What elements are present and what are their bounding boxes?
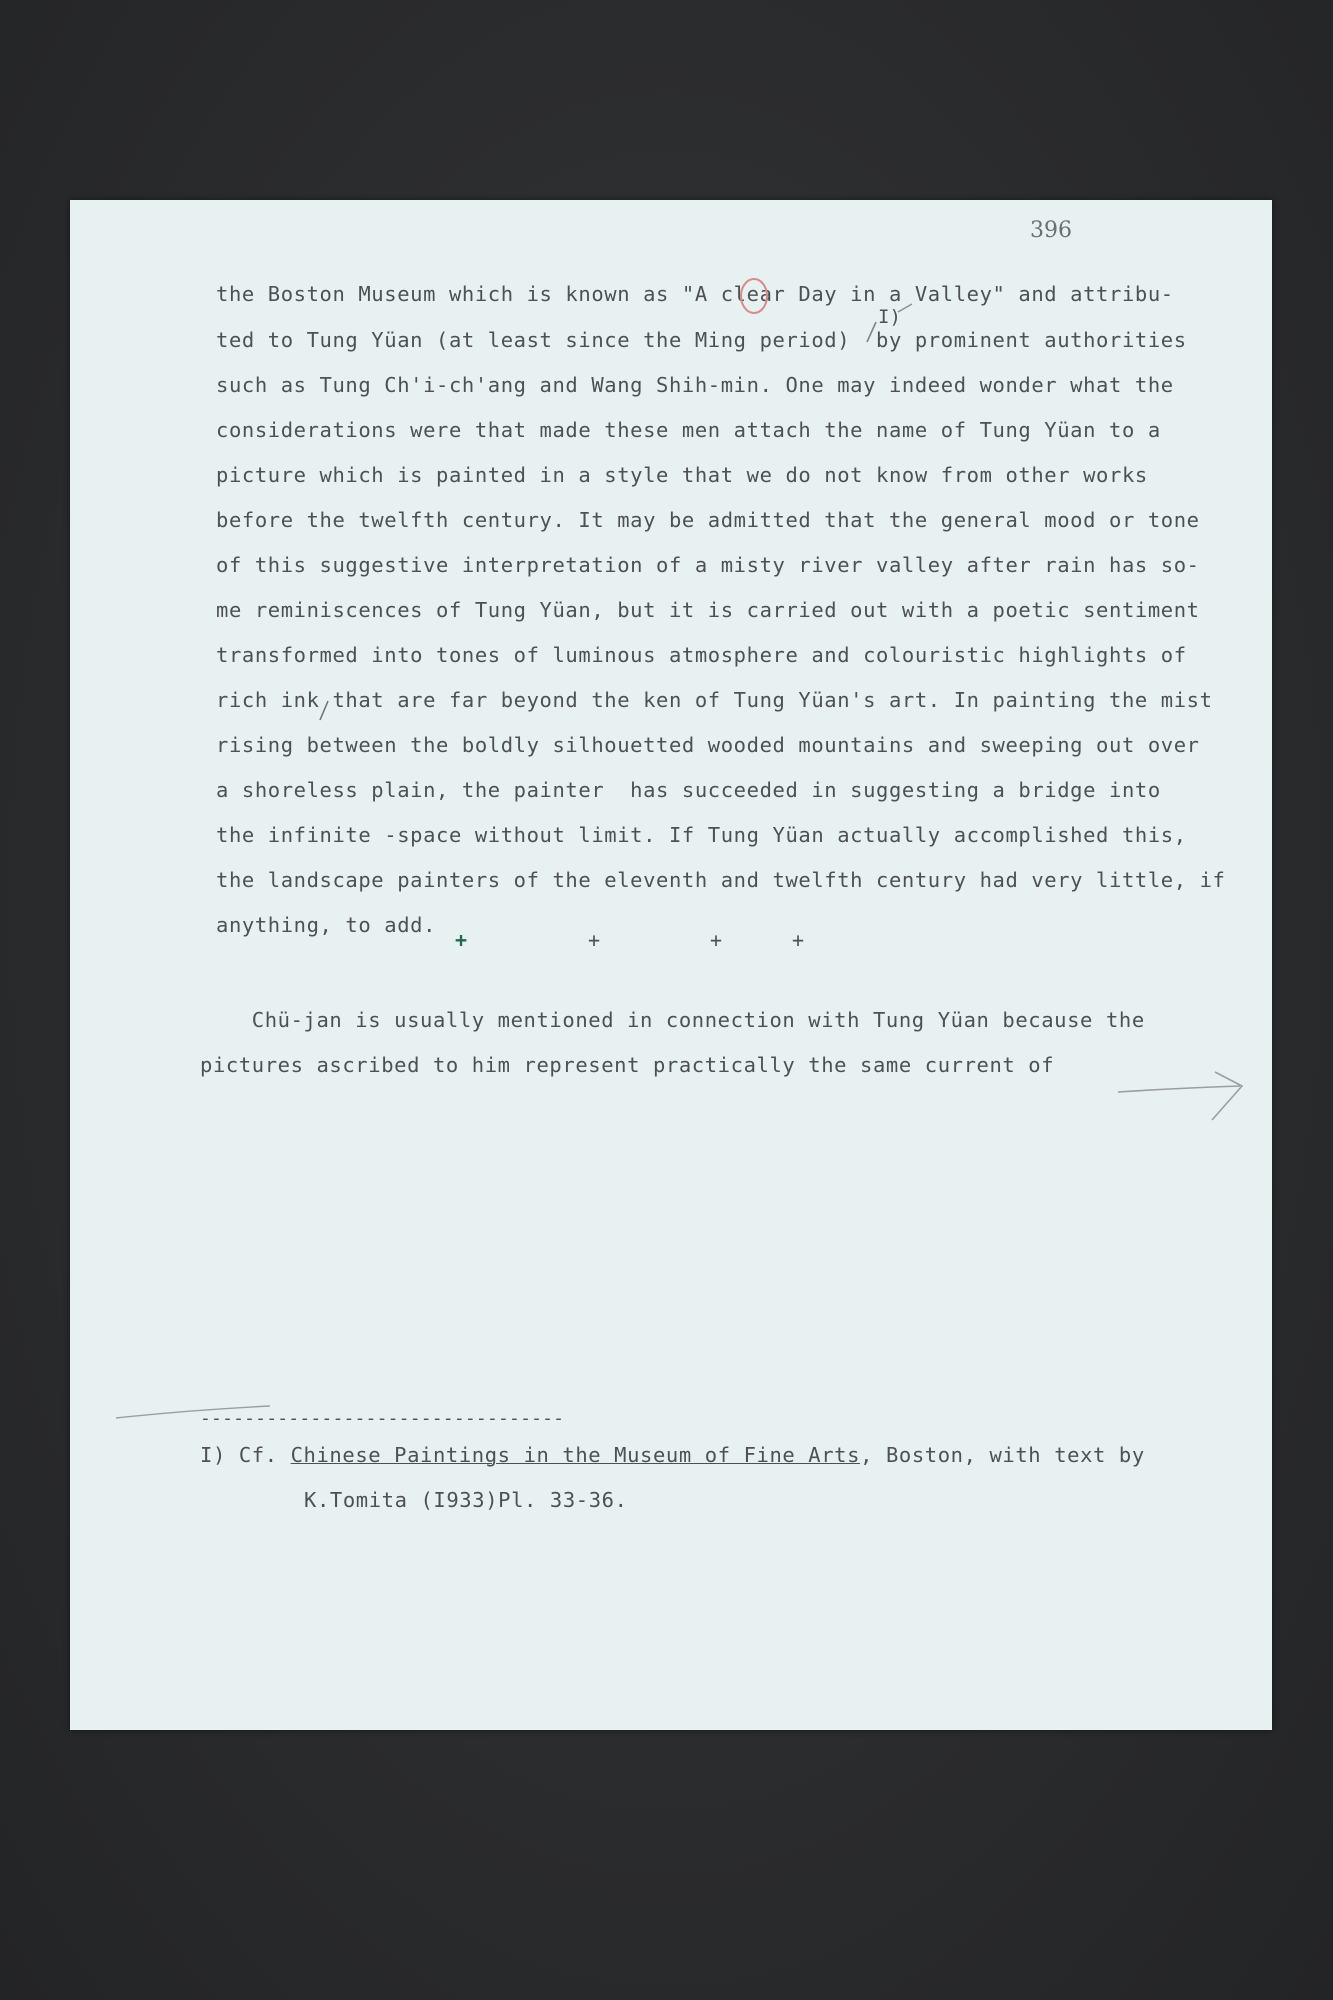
body-line-6: before the twelfth century. It may be admitted that the general mood or tone — [216, 508, 1200, 532]
next-paragraph-line-2: pictures ascribed to him represent practically the same current of — [200, 1053, 1055, 1077]
footnote-line-2: K.Tomita (I933)Pl. 33-36. — [304, 1488, 628, 1512]
body-line-1: the Boston Museum which is known as "A clear Day in a Valley" and attribu- — [216, 282, 1174, 306]
body-line-14: the landscape painters of the eleventh and twelfth century had very little, if — [216, 868, 1226, 892]
body-line-7: of this suggestive interpretation of a misty river valley after rain has so- — [216, 553, 1200, 577]
body-line-13: the infinite -space without limit. If Tung Yüan actually accomplished this, — [216, 823, 1187, 847]
footnote-line-1 — [200, 1443, 1145, 1467]
footnote-suffix: , Boston, with text by — [860, 1443, 1145, 1467]
ornament-cross-4: + — [792, 928, 805, 952]
typescript-page — [70, 200, 1272, 1730]
footnote-prefix: I) Cf. — [200, 1443, 291, 1467]
body-line-15: anything, to add. — [216, 913, 437, 937]
footnote-separator: --------------------------------- — [200, 1408, 565, 1429]
arrow-line — [1118, 1086, 1240, 1092]
ornament-cross-1: + — [455, 928, 468, 952]
page-number: 396 — [1030, 218, 1072, 243]
body-line-9: transformed into tones of luminous atmosphere and colouristic highlights of — [216, 643, 1187, 667]
body-line-2: ted to Tung Yüan (at least since the Ming period) by prominent authorities — [216, 328, 1187, 352]
body-line-8: me reminiscences of Tung Yüan, but it is carried out with a poetic sentiment — [216, 598, 1200, 622]
ornament-cross-2: + — [588, 928, 601, 952]
body-line-3: such as Tung Ch'i-ch'ang and Wang Shih-min. One may indeed wonder what the — [216, 373, 1174, 397]
arrow-head — [1212, 1072, 1242, 1120]
footnote-reference-marker: I) — [878, 306, 901, 328]
body-line-4: considerations were that made these men attach the name of Tung Yüan to a — [216, 418, 1161, 442]
body-line-10: rich ink that are far beyond the ken of Tung Yüan's art. In painting the mist — [216, 688, 1213, 712]
ornament-cross-3: + — [710, 928, 723, 952]
body-line-5: picture which is painted in a style that we do not know from other works — [216, 463, 1148, 487]
next-paragraph-line-1: Chü-jan is usually mentioned in connection with Tung Yüan because the — [200, 1008, 1145, 1032]
footnote-book-title: Chinese Paintings in the Museum of Fine Arts — [290, 1443, 861, 1467]
body-line-12: a shoreless plain, the painter has succeeded in suggesting a bridge into — [216, 778, 1161, 802]
body-line-11: rising between the boldly silhouetted wooded mountains and sweeping out over — [216, 733, 1200, 757]
